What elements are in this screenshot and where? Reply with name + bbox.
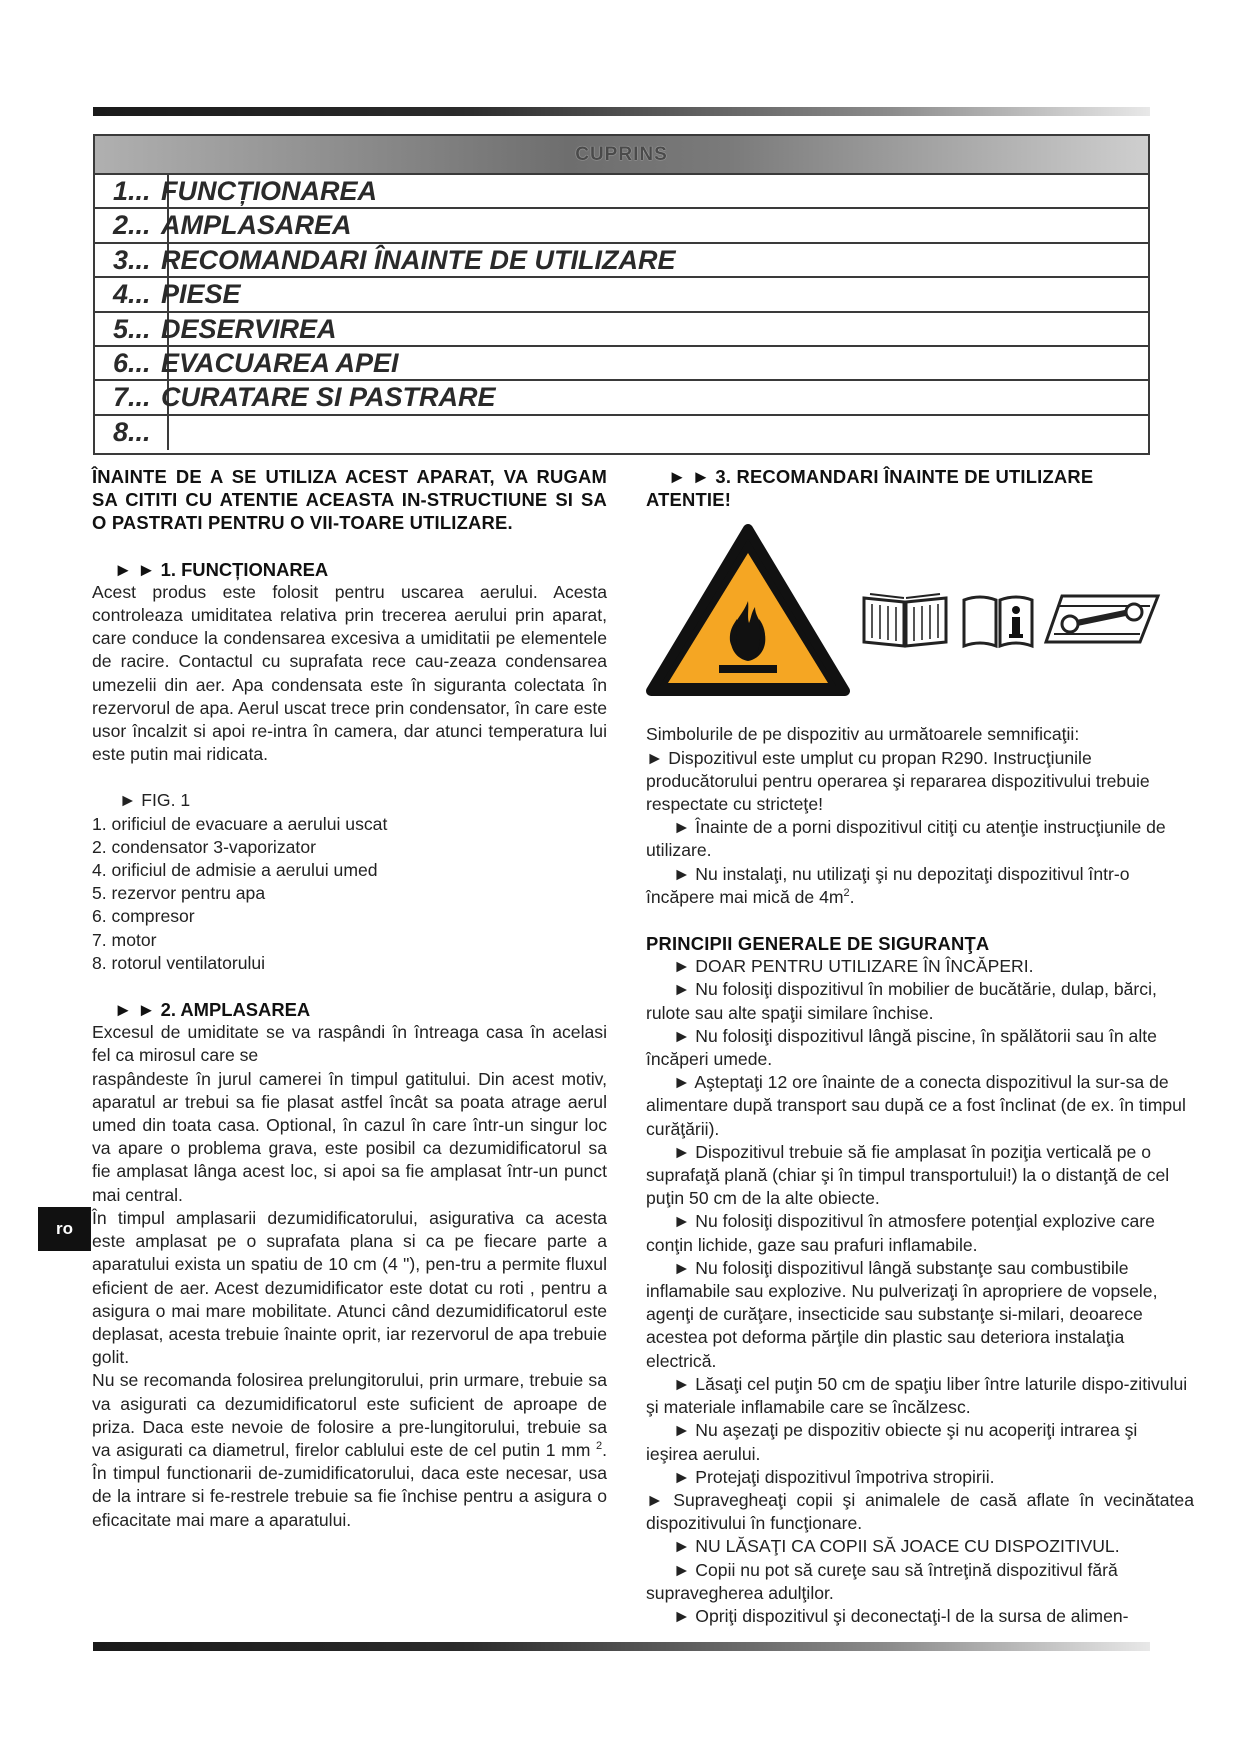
section-2-para-1b: raspândeste în jurul camerei în timpul gatitului. Din acest motiv, aparatul ar trebui sa fie plasat astfel încât sa poata atrage aerul umed din toata casa. Optional, în cazul în care într-un singur loc va apare o problema grava, este posibil ca dezumidificatorul sa fie amplasat lânga acest loc, si apoi sa fie amplasat într-un punct mai central. — [92, 1068, 607, 1205]
parts-list-item: 8. rotorul ventilatorului — [92, 952, 266, 973]
right-column — [646, 465, 1194, 1628]
safety-rule: ► Lăsaţi cel puţin 50 cm de spaţiu liber între laturile dispo-zitivului şi materiale inflamabile care se încălzesc. — [646, 1373, 1188, 1418]
toc-number: 2... — [113, 210, 151, 241]
toc-row — [95, 313, 1148, 347]
safety-rule: ► Nu folosiţi dispozitivul în mobilier de bucătărie, dulap, bărci, rulote sau alte spaţii similare închise. — [646, 979, 1157, 1023]
safety-title: PRINCIPII GENERALE DE SIGURANŢA — [646, 933, 990, 955]
warning-symbols — [646, 523, 1194, 723]
toc-number: 7... — [113, 382, 151, 413]
parts-list-item: 7. motor — [92, 929, 157, 950]
safety-rule: ► Copii nu pot să cureţe sau să întreţină dispozitivul fără supravegherea adulţilor. — [646, 1559, 1118, 1603]
toc-number: 6... — [113, 347, 151, 378]
symbols-intro: Simbolurile de pe dispozitiv au următoarele semnificaţii: — [646, 724, 1080, 745]
section-1-title: ► ► 1. FUNCȚIONAREA — [114, 558, 329, 580]
section-2-title: ► ► 2. AMPLASAREA — [114, 999, 311, 1021]
table-of-contents — [93, 134, 1150, 455]
toc-row — [95, 175, 1148, 209]
toc-number: 1... — [113, 176, 151, 206]
info-manual-icon — [960, 588, 1036, 650]
language-tab: ro — [38, 1207, 91, 1251]
toc-row — [95, 381, 1148, 415]
toc-title: CURATARE SI PASTRARE — [161, 382, 496, 413]
section-2-para-2: În timpul amplasarii dezumidificatorului, asigurativa ca acesta este amplasat pe o suprafata plana si ca pe fiecare parte a aparatului exista un spatiu de 10 cm (4 "), pen-tru a permite fluxul eficient de aer. Acest dezumidificator este dotat cu roti , pentru a asigura o mai mare mobilitate. Atunci când dezumidificatorul este deplasat, acesta trebuie înainte oprit, iar rezervorul de apa trebuie golit. — [92, 1207, 607, 1368]
fig-label: ► FIG. 1 — [119, 790, 191, 811]
toc-title: FUNCȚIONAREA — [161, 176, 377, 206]
toc-row — [95, 244, 1148, 278]
toc-title: RECOMANDARI ÎNAINTE DE UTILIZARE — [161, 244, 676, 275]
parts-list-item: 4. orificiul de admisie a aerului umed — [92, 860, 378, 881]
toc-title: EVACUAREA APEI — [161, 347, 399, 378]
safety-rule: ► Opriţi dispozitivul şi deconectaţi-l de la sursa de alimen- — [673, 1605, 1129, 1626]
parts-list-item: 1. orificiul de evacuare a aerului uscat — [92, 813, 388, 834]
parts-list-item: 6. compresor — [92, 906, 195, 927]
toc-number: 5... — [113, 313, 151, 344]
safety-rule: ► Nu folosiţi dispozitivul lângă piscine, în spălătorii sau în alte încăperi umede. — [646, 1025, 1157, 1070]
toc-title: AMPLASAREA — [161, 210, 352, 241]
toc-title: DESERVIREA — [161, 313, 337, 344]
parts-list-item: 2. condensator 3-vaporizator — [92, 836, 316, 857]
section-1-body: Acest produs este folosit pentru uscarea aerului. Acesta controleaza umiditatea relativa prin trecerea aerului prin aparat, care conduce la condensarea excesiva a umiditatii pe elementele de racire. Contactul cu suprafata rece cau-zeaza condensarea umezelii din aer. Apa condensata este în siguranta colectata în rezervorul de apa. Aerul uscat trece prin condensator, în care este usor încalzit si apoi re-intra în camera, dar atunci temperatura lui este putin mai ridicata. — [92, 581, 607, 765]
service-manual-icon — [1042, 588, 1162, 650]
safety-rule: ► Nu folosiţi dispozitivul în atmosfere potenţial explozive care conţin lichide, gaze sau prafuri inflamabile. — [646, 1211, 1155, 1255]
safety-rule: ► Protejaţi dispozitivul împotriva stropirii. — [673, 1466, 995, 1487]
parts-list-item: 5. rezervor pentru apa — [92, 883, 266, 904]
section-2-para-1a: Excesul de umiditate se va raspândi în întreaga casa în acelasi fel ca mirosul care se — [92, 1022, 607, 1066]
intro-warning: ÎNAINTE DE A SE UTILIZA ACEST APARAT, VA RUGAM SA CITITI CU ATENTIE ACEASTA IN-STRUCTIUNE SI SA O PASTRATI PENTRU O VII-TOARE UTILIZARE. — [92, 466, 607, 534]
toc-number: 8... — [113, 416, 151, 447]
toc-title: PIESE — [161, 279, 241, 310]
safety-rule: ► NU LĂSAŢI CA COPII SĂ JOACE CU DISPOZITIVUL. — [673, 1536, 1120, 1557]
toc-heading: CUPRINS — [95, 136, 1148, 175]
section-2-para-3: Nu se recomanda folosirea prelungitorului, prin urmare, trebuie sa va asigurati ca dezumidificatorul este suficient de aproape de priza. Daca este nevoie de folosire a pre-lungitorului, trebuie sa va asigurati ca diametrul, firelor cablului este de cel putin 1 mm $^2$. În timpul functionarii de-zumidificatorului, daca este necesar, usa de la intrare si fe-restrele trebuie sa fie închise pentru a asigura o eficacitate mai mare a aparatului. — [92, 1370, 607, 1530]
safety-rule: ► Nu aşezaţi pe dispozitiv obiecte şi nu acoperiţi intrarea şi ieşirea aerului. — [646, 1420, 1138, 1464]
bottom-divider-bar — [93, 1642, 1150, 1651]
left-column — [92, 465, 607, 1532]
symbol-meaning: ► Dispozitivul este umplut cu propan R290. Instrucţiunile producătorului pentru operarea şi repararea dispozitivului trebuie respectate cu stricteţe! — [646, 747, 1150, 815]
toc-row — [95, 347, 1148, 381]
attention-label: ATENTIE! — [646, 489, 732, 511]
manual-book-icon — [860, 588, 950, 650]
toc-row — [95, 278, 1148, 312]
safety-rule: ► DOAR PENTRU UTILIZARE ÎN ÎNCĂPERI. — [673, 956, 1034, 977]
toc-row — [95, 209, 1148, 243]
top-divider-bar — [93, 107, 1150, 116]
symbol-meaning: ► Nu instalaţi, nu utilizaţi şi nu depozitaţi dispozitivul într-o încăpere mai mică de $4m^2$. — [646, 863, 1130, 907]
symbol-meaning: ► Înainte de a porni dispozitivul citiţi cu atenţie instrucţiunile de utilizare. — [646, 817, 1166, 861]
toc-number: 4... — [113, 279, 151, 310]
safety-rule: ► Nu folosiţi dispozitivul lângă substanţe sau combustibile inflamabile sau explozive. Nu pulverizaţi în apropriere de vopsele, agenţi de curăţare, insecticide sau substanţe si-milari, deoarece acestea pot deforma părţile din plastic sau deteriora instalaţia electrică. — [646, 1257, 1158, 1371]
safety-rule: ► Dispozitivul trebuie să fie amplasat în poziţia verticală pe o suprafaţă plană (chiar şi în timpul transportului!) la o distanţă de cel puţin 50 cm de la alte obiecte. — [646, 1141, 1170, 1209]
safety-rule: ► Supravegheaţi copii şi animalele de casă aflate în vecinătatea dispozitivului în funcţionare. — [646, 1489, 1194, 1534]
toc-row — [95, 416, 1148, 450]
section-3-title: ► ► 3. RECOMANDARI ÎNAINTE DE UTILIZARE — [668, 466, 1094, 487]
safety-rule: ► Aşteptaţi 12 ore înainte de a conecta dispozitivul la sur-sa de alimentare după transport sau după ce a fost înclinat (de ex. în timpul curăţării). — [646, 1072, 1186, 1139]
flammable-warning-icon — [645, 523, 851, 699]
toc-number: 3... — [113, 244, 151, 275]
